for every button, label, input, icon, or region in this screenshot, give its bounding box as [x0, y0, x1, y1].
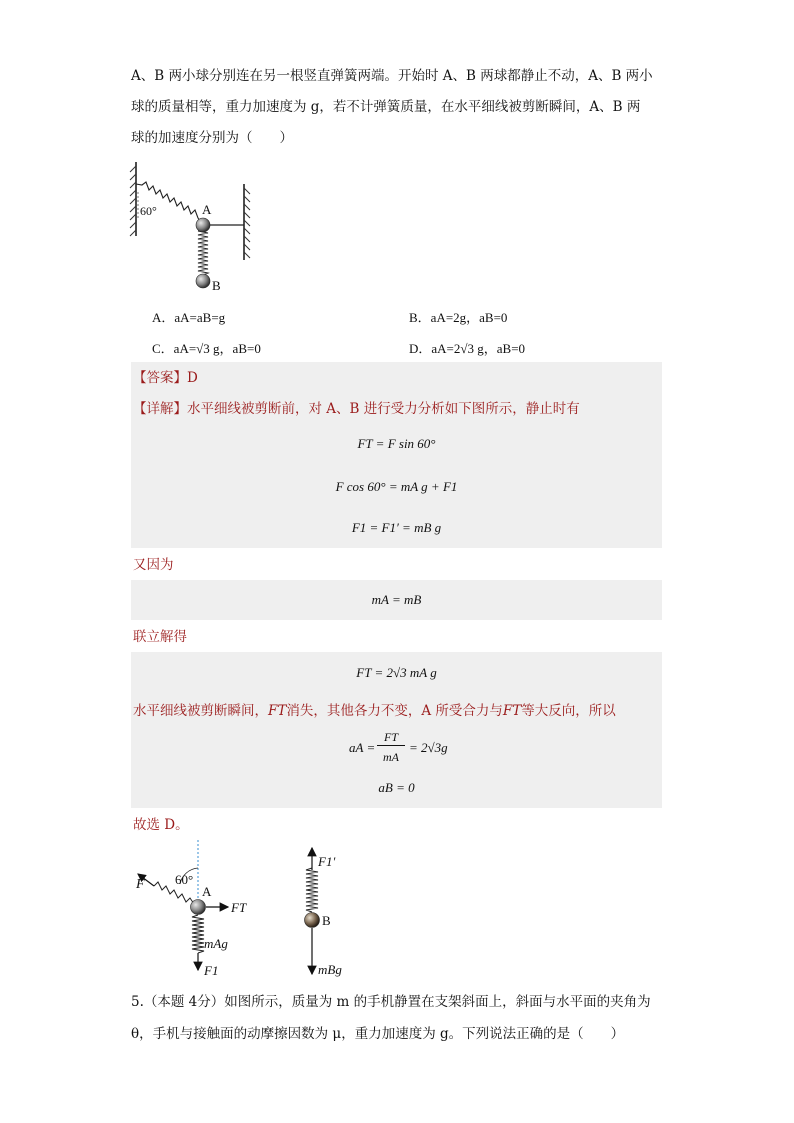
- option-b[interactable]: B．aA=2g，aB=0: [409, 310, 508, 325]
- detail-text: 水平细线被剪断前，对 A、B 进行受力分析如下图所示，静止时有: [187, 401, 580, 417]
- force-f-label: F: [136, 877, 145, 892]
- detail-line: [133, 397, 580, 421]
- option-a[interactable]: A．aA=aB=g: [152, 310, 226, 325]
- next-question-line-1: 5.（本题 4分）如图所示，质量为 m 的手机静置在支架斜面上，斜面与水平面的夹角为: [131, 994, 651, 1010]
- force-ft-label: FT: [231, 900, 247, 915]
- detail-tag: 【详解】: [133, 401, 187, 417]
- force-ball-a: [191, 900, 206, 915]
- eq6-right: = 2√3g: [409, 740, 448, 755]
- equation-4: mA = mB: [371, 592, 422, 607]
- spring-system-figure: [126, 156, 266, 296]
- force-f1-label: F1: [204, 963, 219, 978]
- ball-b-label: B: [212, 278, 221, 293]
- option-b-text: aA=2g，aB=0: [430, 310, 508, 325]
- eq6-left: aA =: [349, 740, 376, 755]
- eq6-denominator: mA: [383, 750, 399, 764]
- cut-ft-symbol: FT: [268, 703, 287, 719]
- force-ball-b: [305, 913, 320, 928]
- eq6-numerator: FT: [377, 730, 405, 746]
- force-mag-label: mAg: [204, 936, 228, 951]
- force-b-label: B: [322, 913, 331, 928]
- ball-b: [196, 274, 210, 288]
- ball-a: [196, 218, 210, 232]
- force-f1p-label: F1′: [318, 854, 336, 869]
- equation-7: aB = 0: [378, 780, 415, 795]
- answer-tag: 【答案】: [133, 370, 187, 386]
- also-text: 又因为: [133, 557, 174, 573]
- solve-text: 联立解得: [133, 629, 187, 645]
- question-stem-line-2: 球的质量相等，重力加速度为 g，若不计弹簧质量，在水平细线被剪断瞬间，A、B 两: [131, 99, 641, 115]
- option-c-text: aA=√3 g，aB=0: [173, 341, 261, 356]
- force-mbg-label: mBg: [318, 962, 342, 977]
- option-d[interactable]: D．aA=2√3 g，aB=0: [409, 341, 526, 356]
- equation-3: F1 = F1′ = mB g: [351, 520, 442, 535]
- equation-2: F cos 60° = mA g + F1: [335, 479, 458, 494]
- option-a-text: aA=aB=g: [174, 310, 226, 325]
- answer-line: [133, 366, 198, 390]
- equation-5: FT = 2√3 mA g: [356, 665, 437, 680]
- question-stem-line-1: A、B 两小球分别连在另一根竖直弹簧两端。开始时 A、B 两球都静止不动，A、B 两小: [131, 68, 653, 84]
- equation-6: [131, 728, 662, 772]
- option-d-text: aA=2√3 g，aB=0: [431, 341, 526, 356]
- spring-angle-label: 60°: [140, 204, 157, 218]
- force-a-label: A: [202, 884, 212, 899]
- force-diagram: [130, 838, 360, 980]
- question-stem-line-3: 球的加速度分别为（ ）: [131, 130, 293, 146]
- next-question-line-2: θ，手机与接触面的动摩擦因数为 μ，重力加速度为 g。下列说法正确的是（ ）: [131, 1026, 625, 1042]
- ball-a-label: A: [202, 202, 212, 217]
- equation-1: FT = F sin 60°: [357, 436, 436, 451]
- conclusion-text: 故选 D。: [133, 817, 189, 833]
- force-angle-label: 60°: [175, 872, 194, 887]
- option-c[interactable]: C．aA=√3 g，aB=0: [152, 341, 261, 356]
- answer-value: D: [187, 370, 198, 386]
- cut-ft-symbol-2: FT: [502, 703, 522, 719]
- cut-explanation: 水平细线被剪断瞬间，FT消失，其他各力不变，A 所受合力与FT等大反向，所以: [133, 703, 616, 719]
